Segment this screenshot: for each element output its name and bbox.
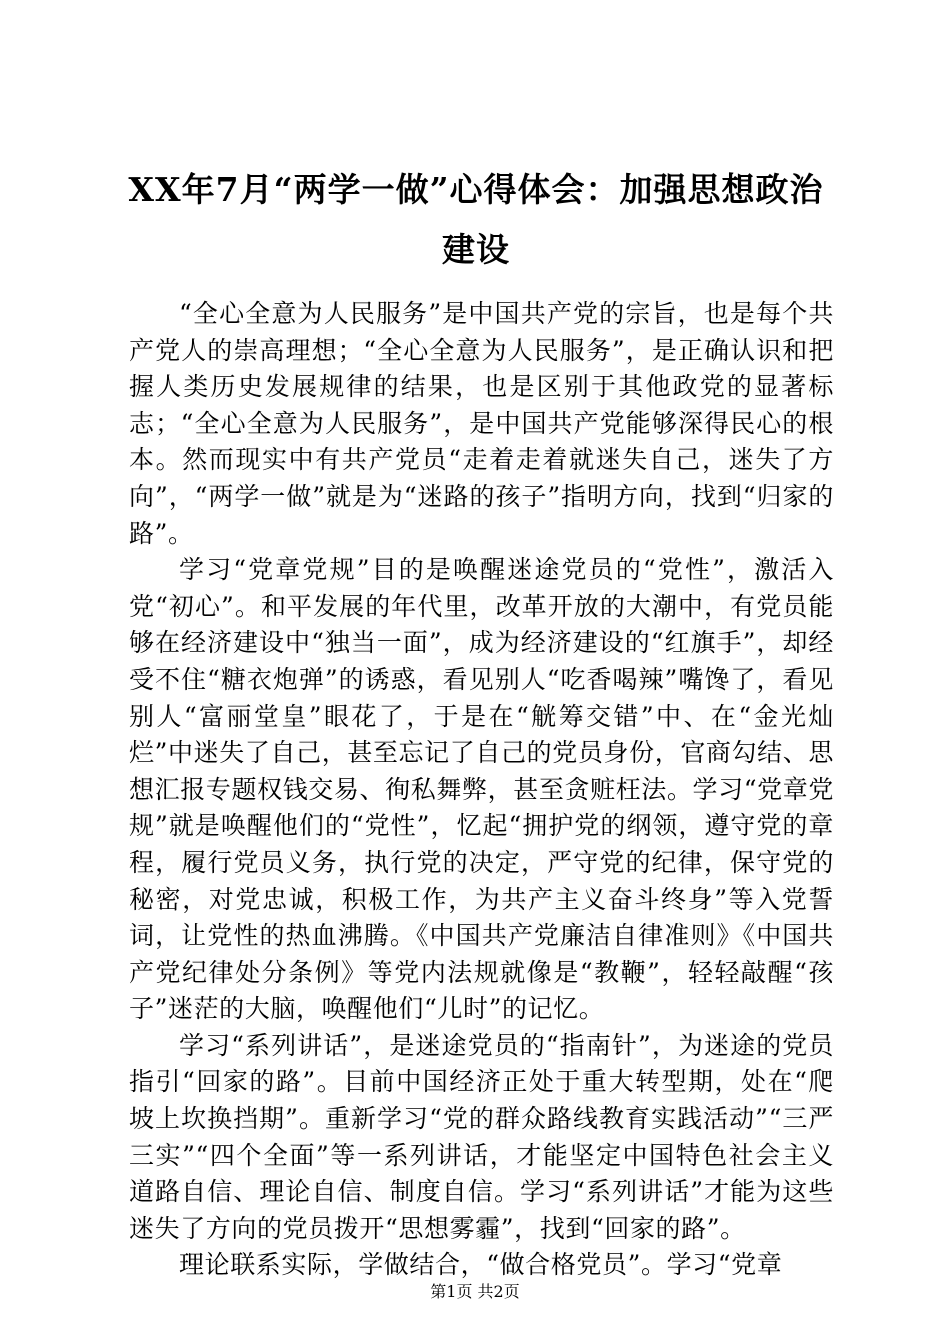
paragraph-3: 学习“系列讲话”，是迷途党员的“指南针”，为迷途的党员指引“回家的路”。目前中国经济正处于重大转型期，处在“爬坡上坎换挡期”。重新学习“党的群众路线教育实践活动”“三严三实”“四个全面”等一系列讲话，才能坚定中国特色社会主义道路自信、理论自信、制度自信。学习“系列讲话”才能为这些迷失了方向的党员拨开“思想雾霾”，找到“回家的路”。 [129, 1030, 834, 1243]
document-body [129, 296, 834, 1284]
paragraph-4: 理论联系实际，学做结合，“做合格党员”。学习“党章 [179, 1250, 783, 1280]
document-title: XX年7月“两学一做”心得体会：加强思想政治建设 [128, 170, 824, 269]
paragraph-2: 学习“党章党规”目的是唤醒迷途党员的“党性”，激活入党“初心”。和平发展的年代里，改革开放的大潮中，有党员能够在经济建设中“独当一面”，成为经济建设的“红旗手”，却经受不住“糖衣炮弹”的诱惑，看见别人“吃香喝辣”嘴馋了，看见别人“富丽堂皇”眼花了，于是在“觥筹交错”中、在“金光灿烂”中迷失了自己，甚至忘记了自己的党员身份，官商勾结、思想汇报专题权钱交易、徇私舞弊，甚至贪赃枉法。学习“党章党规”就是唤醒他们的“党性”，忆起“拥护党的纲领，遵守党的章程，履行党员义务，执行党的决定，严守党的纪律，保守党的秘密，对党忠诚，积极工作，为共产主义奋斗终身”等入党誓词，让党性的热血沸腾。《中国共产党廉洁自律准则》《中国共产党纪律处分条例》等党内法规就像是“教鞭”，轻轻敲醒“孩子”迷茫的大脑，唤醒他们“儿时”的记忆。 [129, 555, 834, 1024]
paragraph-1: “全心全意为人民服务”是中国共产党的宗旨，也是每个共产党人的崇高理想；“全心全意为人民服务”，是正确认识和把握人类历史发展规律的结果，也是区别于其他政党的显著标志；“全心全意为人民服务”，是中国共产党能够深得民心的根本。然而现实中有共产党员“走着走着就迷失自己，迷失了方向”，“两学一做”就是为“迷路的孩子”指明方向，找到“归家的路”。 [129, 299, 834, 548]
page-footer: 第1页 共2页 [430, 1282, 520, 1301]
